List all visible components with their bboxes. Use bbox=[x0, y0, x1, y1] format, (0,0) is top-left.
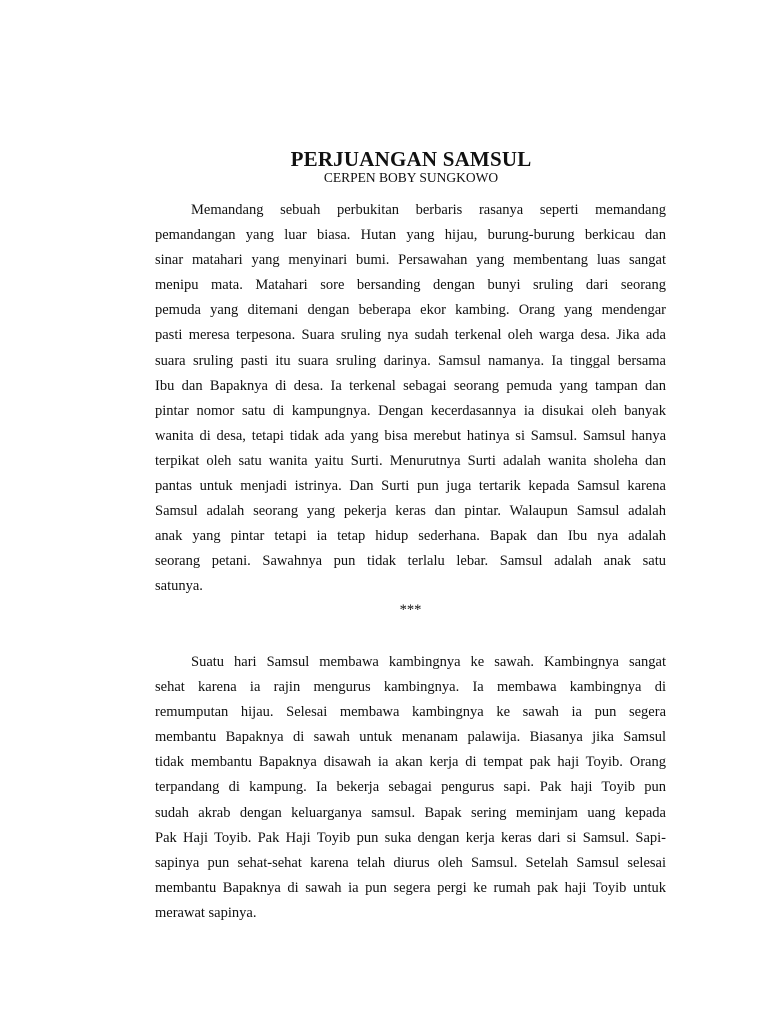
document-subtitle: CERPEN BOBY SUNGKOWO bbox=[323, 170, 499, 185]
paragraph-line: pantas untuk menjadi istrinya. Dan Surti pun juga tertarik kepada Samsul karena bbox=[155, 478, 666, 495]
paragraph-line: Ibu dan Bapaknya di desa. Ia terkenal sebagai seorang pemuda yang tampan dan bbox=[155, 377, 666, 394]
paragraph-line: Pak Haji Toyib. Pak Haji Toyib pun suka dengan kerja keras dari si Samsul. Sapi- bbox=[155, 829, 666, 846]
paragraph-1 bbox=[155, 198, 666, 600]
paragraph-line: pasti meresa terpesona. Suara sruling nya sudah terkenal oleh warga desa. Jika ada bbox=[155, 327, 666, 344]
paragraph-line: remumputan hijau. Selesai membawa kambingnya ke sawah ia pun segera bbox=[155, 704, 666, 721]
paragraph-line: terpikat oleh satu wanita yaitu Surti. Menurutnya Surti adalah wanita sholeha dan bbox=[155, 452, 666, 469]
paragraph-line: satunya. bbox=[155, 578, 203, 595]
document-title: PERJUANGAN SAMSUL bbox=[290, 147, 532, 171]
paragraph-line: membantu Bapaknya di sawah ia pun segera pergi ke rumah pak haji Toyib untuk bbox=[155, 879, 666, 896]
paragraph-line: terpandang di kampung. Ia bekerja sebagai pengurus sapi. Pak haji Toyib pun bbox=[155, 779, 666, 796]
paragraph-line: anak yang pintar tetapi ia tetap hidup sederhana. Bapak dan Ibu nya adalah bbox=[155, 528, 666, 545]
paragraph-line: sapinya pun sehat-sehat karena telah diurus oleh Samsul. Setelah Samsul selesai bbox=[155, 854, 666, 871]
paragraph-line: seorang petani. Sawahnya pun tidak terlalu lebar. Samsul adalah anak satu bbox=[155, 553, 666, 570]
paragraph-line: tidak membantu Bapaknya disawah ia akan kerja di tempat pak haji Toyib. Orang bbox=[155, 754, 666, 771]
paragraph-line: Samsul adalah seorang yang pekerja keras dan pintar. Walaupun Samsul adalah bbox=[155, 503, 666, 520]
paragraph-line: membantu Bapaknya di sawah untuk menanam palawija. Biasanya jika Samsul bbox=[155, 729, 666, 746]
paragraph-2 bbox=[155, 650, 666, 926]
section-separator: *** bbox=[399, 602, 422, 618]
paragraph-line: suara sruling pasti itu suara sruling darinya. Samsul namanya. Ia tinggal bersama bbox=[155, 352, 666, 369]
paragraph-line: pintar nomor satu di kampungnya. Dengan kecerdasannya ia disukai oleh banyak bbox=[155, 402, 666, 419]
paragraph-line: Memandang sebuah perbukitan berbaris rasanya seperti memandang bbox=[191, 202, 666, 218]
paragraph-line: menipu mata. Matahari sore bersanding dengan bunyi sruling dari seorang bbox=[155, 277, 666, 294]
paragraph-line: sudah akrab dengan keluarganya samsul. Bapak sering meminjam uang kepada bbox=[155, 804, 666, 821]
paragraph-line: merawat sapinya. bbox=[155, 904, 257, 921]
paragraph-line: sehat karena ia rajin mengurus kambingnya. Ia membawa kambingnya di bbox=[155, 679, 666, 696]
paragraph-line: wanita di desa, tetapi tidak ada yang bisa merebut hatinya si Samsul. Samsul hanya bbox=[155, 427, 666, 444]
paragraph-line: sinar matahari yang menyinari bumi. Persawahan yang membentang luas sangat bbox=[155, 252, 666, 269]
paragraph-line: pemandangan yang luar biasa. Hutan yang hijau, burung-burung berkicau dan bbox=[155, 227, 666, 244]
paragraph-line: pemuda yang ditemani dengan beberapa ekor kambing. Orang yang mendengar bbox=[155, 302, 666, 319]
paragraph-line: Suatu hari Samsul membawa kambingnya ke sawah. Kambingnya sangat bbox=[191, 654, 666, 670]
